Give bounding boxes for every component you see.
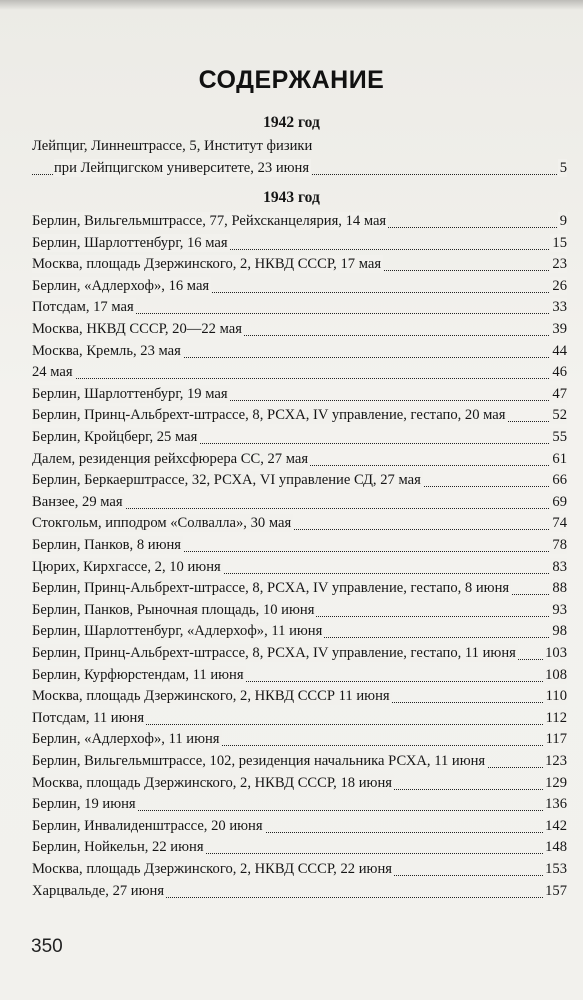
entry-title: Берлин, Шарлоттенбург, 19 мая — [32, 385, 228, 402]
entry-title: Москва, площадь Дзержинского, 2, НКВД СССР, 17 мая — [32, 256, 382, 273]
entry-page-number: 112 — [545, 709, 567, 726]
entry-page-number: 66 — [552, 472, 567, 489]
toc-entry — [32, 277, 567, 299]
entry-title: Москва, площадь Дзержинского, 2, НКВД СССР, 18 июня — [32, 774, 392, 791]
toc-entry — [32, 838, 567, 860]
entry-title: Берлин, Кройцберг, 25 мая — [32, 429, 198, 445]
entry-title: Ванзее, 29 мая — [32, 493, 123, 510]
section-heading-1943: 1943 год — [263, 189, 320, 206]
entry-title: Берлин, Принц-Альбрехт-штрассе, 8, РСХА, IV управление, гестапо, 11 июня — [32, 645, 516, 661]
entry-title: Далем, резиденция рейхсфюрера СС, 27 мая — [32, 450, 309, 467]
toc-entry — [32, 882, 567, 904]
toc-entry — [32, 860, 567, 882]
toc-entry — [32, 514, 567, 536]
toc-entry — [32, 730, 567, 752]
entry-page-number: 142 — [545, 817, 567, 834]
entry-page-number: 26 — [552, 277, 567, 294]
toc-entry — [32, 687, 567, 709]
toc-entry — [32, 159, 567, 181]
entry-title: Москва, Кремль, 23 мая — [32, 342, 181, 359]
toc-entry — [32, 558, 567, 580]
toc-entry — [32, 644, 567, 666]
entry-title: Берлин, 19 июня — [32, 796, 136, 813]
toc-entry — [32, 536, 567, 558]
entry-title: Берлин, Беркаерштрассе, 32, РСХА, VI управление СД, 27 мая — [32, 472, 421, 489]
page-title: СОДЕРЖАНИЕ — [198, 66, 385, 94]
entry-page-number: 78 — [552, 537, 567, 553]
toc-entry — [32, 363, 567, 385]
toc-entry — [32, 428, 567, 450]
entry-page-number: 39 — [552, 321, 567, 337]
entry-title: Берлин, Панков, 8 июня — [32, 537, 182, 553]
entry-title: 24 мая — [32, 364, 73, 381]
entry-title: Берлин, Нойкельн, 22 июня — [32, 839, 204, 856]
entry-title: Берлин, Шарлоттенбург, «Адлерхоф», 11 июня — [32, 623, 323, 640]
toc-entry — [32, 752, 567, 774]
toc-entry — [32, 255, 567, 277]
toc-entry — [32, 406, 567, 428]
entry-title: Берлин, Вильгельмштрассе, 102, резиденция начальника РСХА, 11 июня — [32, 753, 486, 769]
toc-entry — [32, 234, 567, 256]
entry-page-number: 61 — [552, 450, 567, 467]
toc-entry — [32, 298, 567, 320]
entry-title: Харцвальде, 27 июня — [32, 882, 165, 899]
entry-page-number: 55 — [552, 429, 567, 445]
entry-title: при Лейпцигском университете, 23 июня — [54, 160, 310, 176]
entry-page-number: 15 — [552, 234, 567, 251]
entry-page-number: 117 — [545, 731, 567, 748]
toc-entry — [32, 622, 567, 644]
toc-entry — [32, 471, 567, 493]
entry-page-number: 108 — [545, 666, 567, 683]
entry-page-number: 157 — [545, 882, 567, 899]
entry-page-number: 110 — [545, 688, 567, 705]
toc-entry — [32, 795, 567, 817]
toc-entry — [32, 493, 567, 515]
entry-page-number: 123 — [545, 753, 567, 769]
entry-page-number: 23 — [552, 256, 567, 273]
entry-title: Цюрих, Кирхгассе, 2, 10 июня — [32, 558, 221, 575]
entry-title: Москва, НКВД СССР, 20—22 мая — [32, 321, 242, 337]
entry-title: Берлин, «Адлерхоф», 16 мая — [32, 277, 210, 294]
entry-title: Берлин, Инвалиденштрассе, 20 июня — [32, 817, 263, 834]
entry-title: Потсдам, 11 июня — [32, 709, 145, 726]
entry-page-number: 46 — [552, 364, 567, 381]
entry-title: Берлин, Курфюрстендам, 11 июня — [32, 666, 244, 683]
toc-entry — [32, 601, 567, 623]
toc-entry — [32, 579, 567, 601]
toc-entry — [32, 385, 567, 407]
entry-page-number: 52 — [552, 407, 567, 424]
entry-page-number: 153 — [545, 861, 567, 877]
entry-title: Москва, площадь Дзержинского, 2, НКВД СССР, 22 июня — [32, 861, 392, 877]
entry-title: Москва, площадь Дзержинского, 2, НКВД СССР 11 июня — [32, 688, 390, 705]
entry-page-number: 5 — [559, 160, 567, 176]
entry-page-number: 33 — [552, 299, 567, 316]
page-number: 350 — [31, 936, 63, 957]
entry-page-number: 47 — [552, 385, 567, 402]
entry-page-number: 74 — [552, 515, 567, 532]
entry-page-number: 103 — [545, 645, 567, 661]
toc-entry — [32, 212, 567, 234]
page-top-shadow — [0, 0, 583, 10]
entry-page-number: 9 — [559, 213, 567, 229]
entry-title: Берлин, Панков, Рыночная площадь, 10 июня — [32, 601, 315, 618]
entry-page-number: 136 — [545, 796, 567, 813]
entry-title: Берлин, Вильгельмштрассе, 77, Рейхсканцелярия, 14 мая — [32, 213, 387, 229]
entry-title: Стокгольм, ипподром «Солвалла», 30 мая — [32, 515, 292, 532]
entry-page-number: 98 — [552, 623, 567, 640]
toc-entry — [32, 709, 567, 731]
entry-title: Берлин, «Адлерхоф», 11 июня — [32, 731, 220, 748]
entry-page-number: 93 — [552, 601, 567, 618]
entry-title: Берлин, Принц-Альбрехт-штрассе, 8, РСХА, IV управление, гестапо, 20 мая — [32, 407, 506, 424]
toc-entry — [32, 666, 567, 688]
entry-page-number: 129 — [545, 774, 567, 791]
toc-entry — [32, 450, 567, 472]
toc-entry — [32, 320, 567, 342]
entry-page-number: 69 — [552, 493, 567, 510]
entry-title: Берлин, Шарлоттенбург, 16 мая — [32, 234, 228, 251]
section-heading-1942: 1942 год — [263, 114, 320, 131]
entry-page-number: 83 — [552, 558, 567, 575]
toc-entry — [32, 817, 567, 839]
toc-entry-line: Лейпциг, Линнештрассе, 5, Институт физики — [32, 138, 313, 154]
entry-page-number: 88 — [552, 580, 567, 597]
toc-entry — [32, 342, 567, 364]
entry-page-number: 44 — [552, 342, 567, 359]
toc-entry — [32, 774, 567, 796]
dot-leader — [32, 378, 567, 379]
entry-page-number: 148 — [545, 839, 567, 856]
entry-title: Потсдам, 17 мая — [32, 299, 134, 316]
entry-title: Берлин, Принц-Альбрехт-штрассе, 8, РСХА, IV управление, гестапо, 8 июня — [32, 580, 510, 597]
